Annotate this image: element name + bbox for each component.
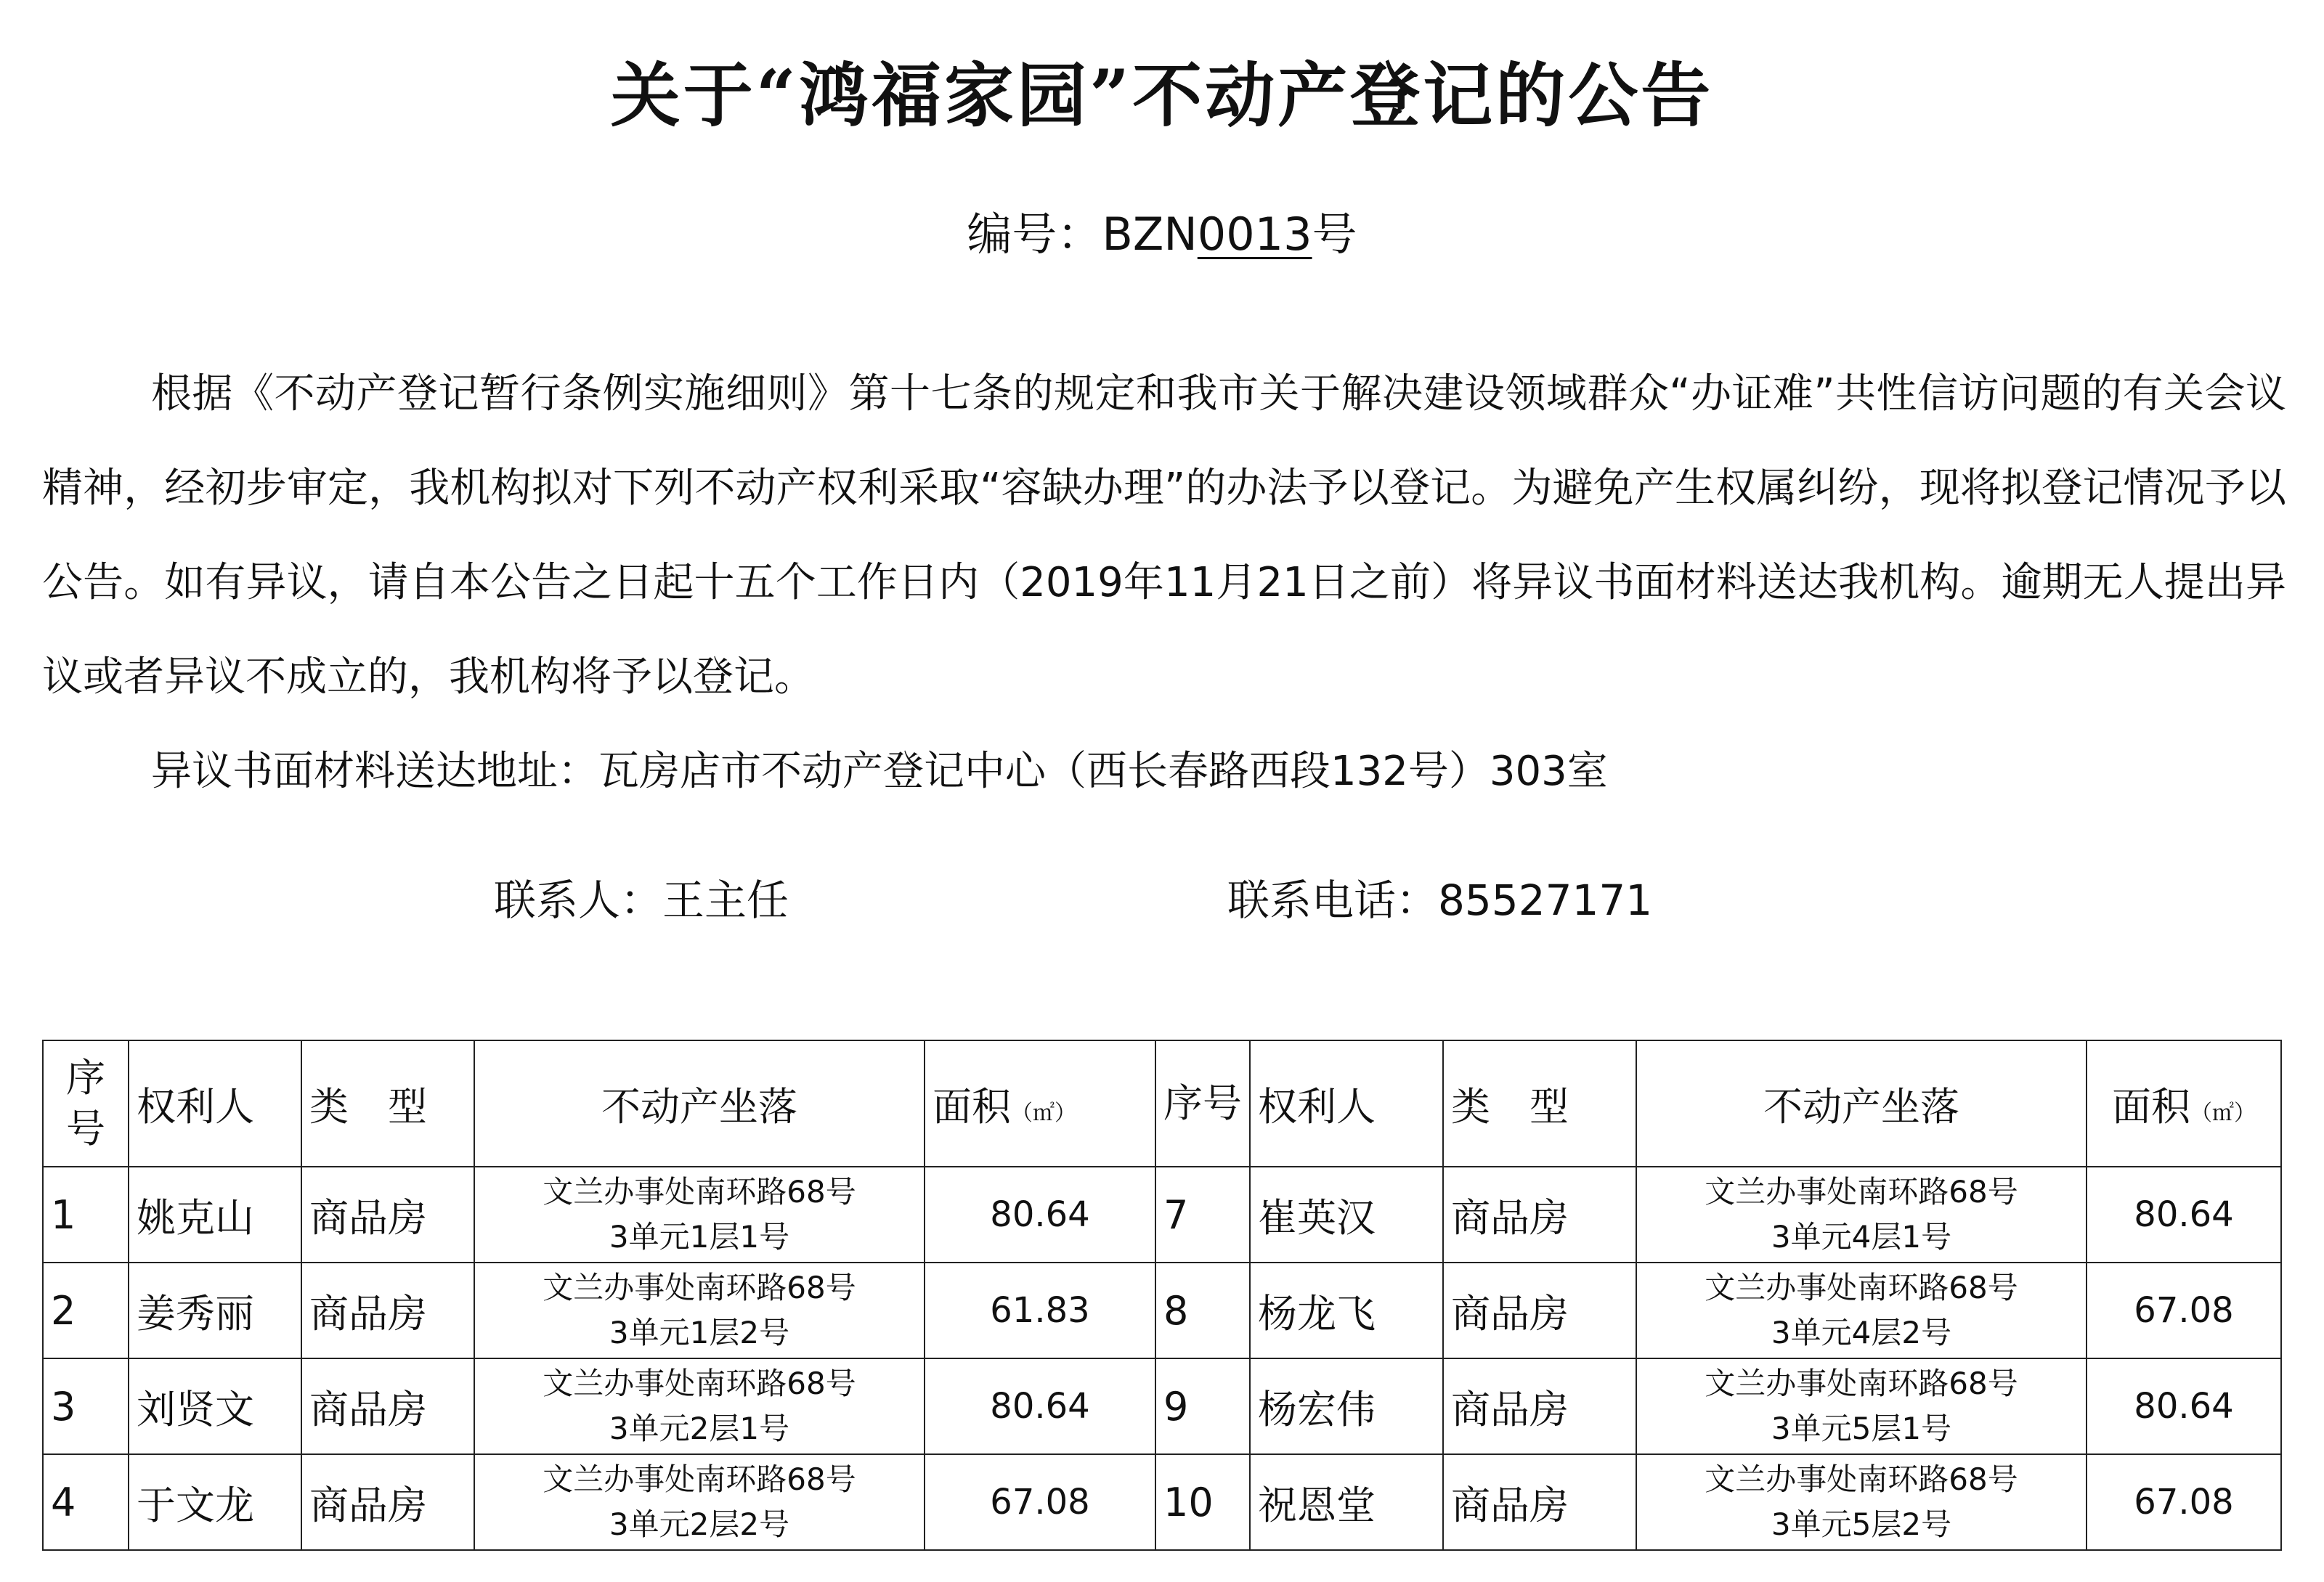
cell-owner: 于文龙 xyxy=(129,1454,301,1550)
cell-location xyxy=(1636,1454,2087,1550)
cell-area: 80.64 xyxy=(2087,1358,2281,1454)
cell-location xyxy=(474,1358,925,1454)
notice-title: 关于“鸿福家园”不动产登记的公告 xyxy=(610,54,1714,136)
location-line-1: 文兰办事处南环路68号 xyxy=(543,1270,856,1305)
header-seq: 序号 xyxy=(43,1040,129,1167)
header-area xyxy=(925,1040,1155,1167)
cell-location xyxy=(474,1167,925,1263)
table-header-row xyxy=(43,1040,2281,1167)
location-line-1: 文兰办事处南环路68号 xyxy=(1705,1461,2018,1497)
cell-owner: 杨宏伟 xyxy=(1250,1358,1443,1454)
header-area-label: 面积 xyxy=(933,1083,1011,1130)
cell-owner: 杨龙飞 xyxy=(1250,1263,1443,1358)
cell-type: 商品房 xyxy=(301,1167,474,1263)
cell-owner: 崔英汉 xyxy=(1250,1167,1443,1263)
cell-location xyxy=(474,1263,925,1358)
header-area xyxy=(2087,1040,2281,1167)
cell-type: 商品房 xyxy=(1443,1358,1636,1454)
contact-line xyxy=(0,857,2324,944)
cell-seq: 8 xyxy=(1155,1263,1250,1358)
cell-area: 80.64 xyxy=(925,1167,1155,1263)
serial-suffix: 号 xyxy=(1312,208,1357,261)
location-line-2: 3单元1层2号 xyxy=(609,1315,790,1350)
serial-number-line xyxy=(0,202,2324,267)
table-row xyxy=(43,1454,2281,1550)
table-row xyxy=(43,1167,2281,1263)
cell-location xyxy=(474,1454,925,1550)
header-owner: 权利人 xyxy=(1250,1040,1443,1167)
notice-paragraph-main: 根据《不动产登记暂行条例实施细则》第十七条的规定和我市关于解决建设领域群众“办证难”共性信访问题的有关会议精神，经初步审定，我机构拟对下列不动产权利采取“容缺办理”的办法予以登记。为避免产生权属纠纷，现将拟登记情况予以公告。如有异议，请自本公告之日起十五个工作日内（2019年11月21日之前）将异议书面材料送达我机构。逾期无人提出异议或者异议不成立的，我机构将予以登记。 xyxy=(42,370,2286,701)
table-row xyxy=(43,1263,2281,1358)
cell-location xyxy=(1636,1263,2087,1358)
cell-area: 67.08 xyxy=(925,1454,1155,1550)
header-seq: 序号 xyxy=(1155,1040,1250,1167)
location-line-2: 3单元5层2号 xyxy=(1771,1506,1952,1542)
header-type: 类 型 xyxy=(301,1040,474,1167)
location-line-1: 文兰办事处南环路68号 xyxy=(1705,1270,2018,1305)
header-area-unit: （㎡） xyxy=(2190,1100,2256,1126)
location-line-1: 文兰办事处南环路68号 xyxy=(543,1174,856,1210)
cell-area: 80.64 xyxy=(925,1358,1155,1454)
cell-owner: 姚克山 xyxy=(129,1167,301,1263)
cell-type: 商品房 xyxy=(301,1358,474,1454)
location-line-1: 文兰办事处南环路68号 xyxy=(1705,1174,2018,1210)
header-type: 类 型 xyxy=(1443,1040,1636,1167)
header-owner: 权利人 xyxy=(129,1040,301,1167)
location-line-2: 3单元4层1号 xyxy=(1771,1219,1952,1255)
header-location: 不动产坐落 xyxy=(474,1040,925,1167)
cell-owner: 姜秀丽 xyxy=(129,1263,301,1358)
location-line-2: 3单元1层1号 xyxy=(609,1219,790,1255)
serial-number: 0013 xyxy=(1197,208,1312,261)
cell-seq: 2 xyxy=(43,1263,129,1358)
header-area-label: 面积 xyxy=(2112,1083,2190,1130)
cell-location xyxy=(1636,1167,2087,1263)
cell-location xyxy=(1636,1358,2087,1454)
notice-paragraph-address: 异议书面材料送达地址：瓦房店市不动产登记中心（西长春路西段132号）303室 xyxy=(151,748,1608,795)
cell-seq: 7 xyxy=(1155,1167,1250,1263)
cell-owner: 祝恩堂 xyxy=(1250,1454,1443,1550)
cell-seq: 10 xyxy=(1155,1454,1250,1550)
location-line-2: 3单元2层2号 xyxy=(609,1506,790,1542)
contact-phone: 联系电话：85527171 xyxy=(1227,876,1653,925)
cell-seq: 3 xyxy=(43,1358,129,1454)
notice-body xyxy=(42,347,2286,819)
location-line-2: 3单元5层1号 xyxy=(1771,1411,1952,1446)
contact-person: 联系人：王主任 xyxy=(494,876,789,925)
cell-area: 80.64 xyxy=(2087,1167,2281,1263)
cell-seq: 1 xyxy=(43,1167,129,1263)
header-location: 不动产坐落 xyxy=(1636,1040,2087,1167)
registration-table xyxy=(42,1040,2282,1551)
cell-area: 67.08 xyxy=(2087,1454,2281,1550)
cell-type: 商品房 xyxy=(301,1454,474,1550)
cell-area: 67.08 xyxy=(2087,1263,2281,1358)
cell-type: 商品房 xyxy=(1443,1263,1636,1358)
cell-area: 61.83 xyxy=(925,1263,1155,1358)
table-row xyxy=(43,1358,2281,1454)
cell-owner: 刘贤文 xyxy=(129,1358,301,1454)
location-line-1: 文兰办事处南环路68号 xyxy=(543,1461,856,1497)
cell-type: 商品房 xyxy=(301,1263,474,1358)
location-line-2: 3单元4层2号 xyxy=(1771,1315,1952,1350)
location-line-2: 3单元2层1号 xyxy=(609,1411,790,1446)
header-area-unit: （㎡） xyxy=(1011,1100,1076,1126)
cell-type: 商品房 xyxy=(1443,1167,1636,1263)
cell-type: 商品房 xyxy=(1443,1454,1636,1550)
cell-seq: 9 xyxy=(1155,1358,1250,1454)
location-line-1: 文兰办事处南环路68号 xyxy=(1705,1366,2018,1401)
cell-seq: 4 xyxy=(43,1454,129,1550)
location-line-1: 文兰办事处南环路68号 xyxy=(543,1366,856,1401)
serial-prefix: 编号：BZN xyxy=(967,208,1198,261)
